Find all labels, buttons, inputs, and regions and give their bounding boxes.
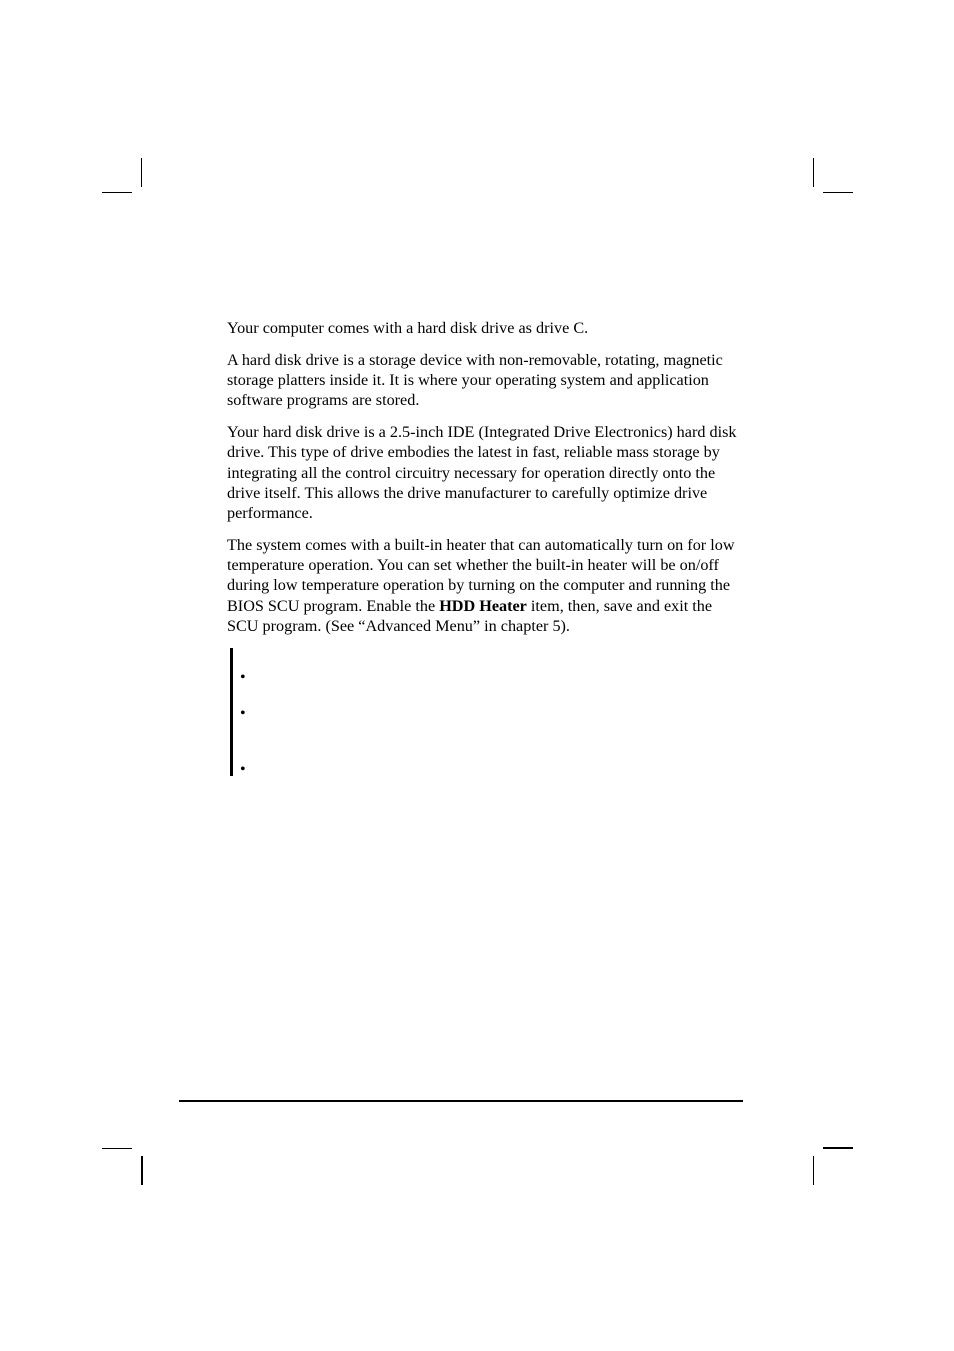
paragraph-hdd-definition: A hard disk drive is a storage device with non-removable, rotating, magnetic storage platters inside it. It is where your operating system and application software programs are stored. bbox=[227, 350, 723, 410]
heater-text-before: The system comes with a built-in heater that can automatically turn on for low temperature operation. You can set whether the built-in heater will be on/off during low temperature operation by turning on the computer and running the BIOS SCU program. Enable the bbox=[227, 535, 735, 615]
note-bullet-1: • bbox=[240, 669, 246, 686]
crop-mark-bottom-right-vertical bbox=[813, 1156, 814, 1185]
crop-mark-top-right-vertical bbox=[813, 158, 814, 187]
page-body bbox=[227, 318, 745, 648]
note-bullet-3: • bbox=[240, 761, 246, 778]
hdd-heater-term: HDD Heater bbox=[439, 596, 527, 615]
note-bar bbox=[230, 648, 233, 776]
crop-mark-top-left-horizontal bbox=[102, 192, 132, 193]
paragraph-heater bbox=[227, 535, 745, 636]
crop-mark-top-left-vertical bbox=[141, 158, 142, 187]
paragraph-drive-c: Your computer comes with a hard disk drive as drive C. bbox=[227, 319, 589, 337]
heater-text-after: item, then, save and exit the SCU program. (See “Advanced Menu” in chapter 5). bbox=[227, 596, 713, 636]
crop-mark-bottom-right-horizontal bbox=[823, 1147, 853, 1149]
crop-mark-bottom-left-vertical bbox=[141, 1156, 143, 1185]
crop-mark-bottom-left-horizontal bbox=[102, 1148, 132, 1149]
footer-rule bbox=[179, 1100, 743, 1102]
paragraph-ide-description: Your hard disk drive is a 2.5-inch IDE (Integrated Drive Electronics) hard disk drive. This type of drive embodies the latest in fast, reliable mass storage by integrating all the control circuitry necessary for operation directly onto the drive itself. This allows the drive manufacturer to carefully optimize drive performance. bbox=[227, 422, 737, 523]
crop-mark-top-right-horizontal bbox=[823, 192, 853, 193]
note-bullet-2: • bbox=[240, 705, 246, 722]
